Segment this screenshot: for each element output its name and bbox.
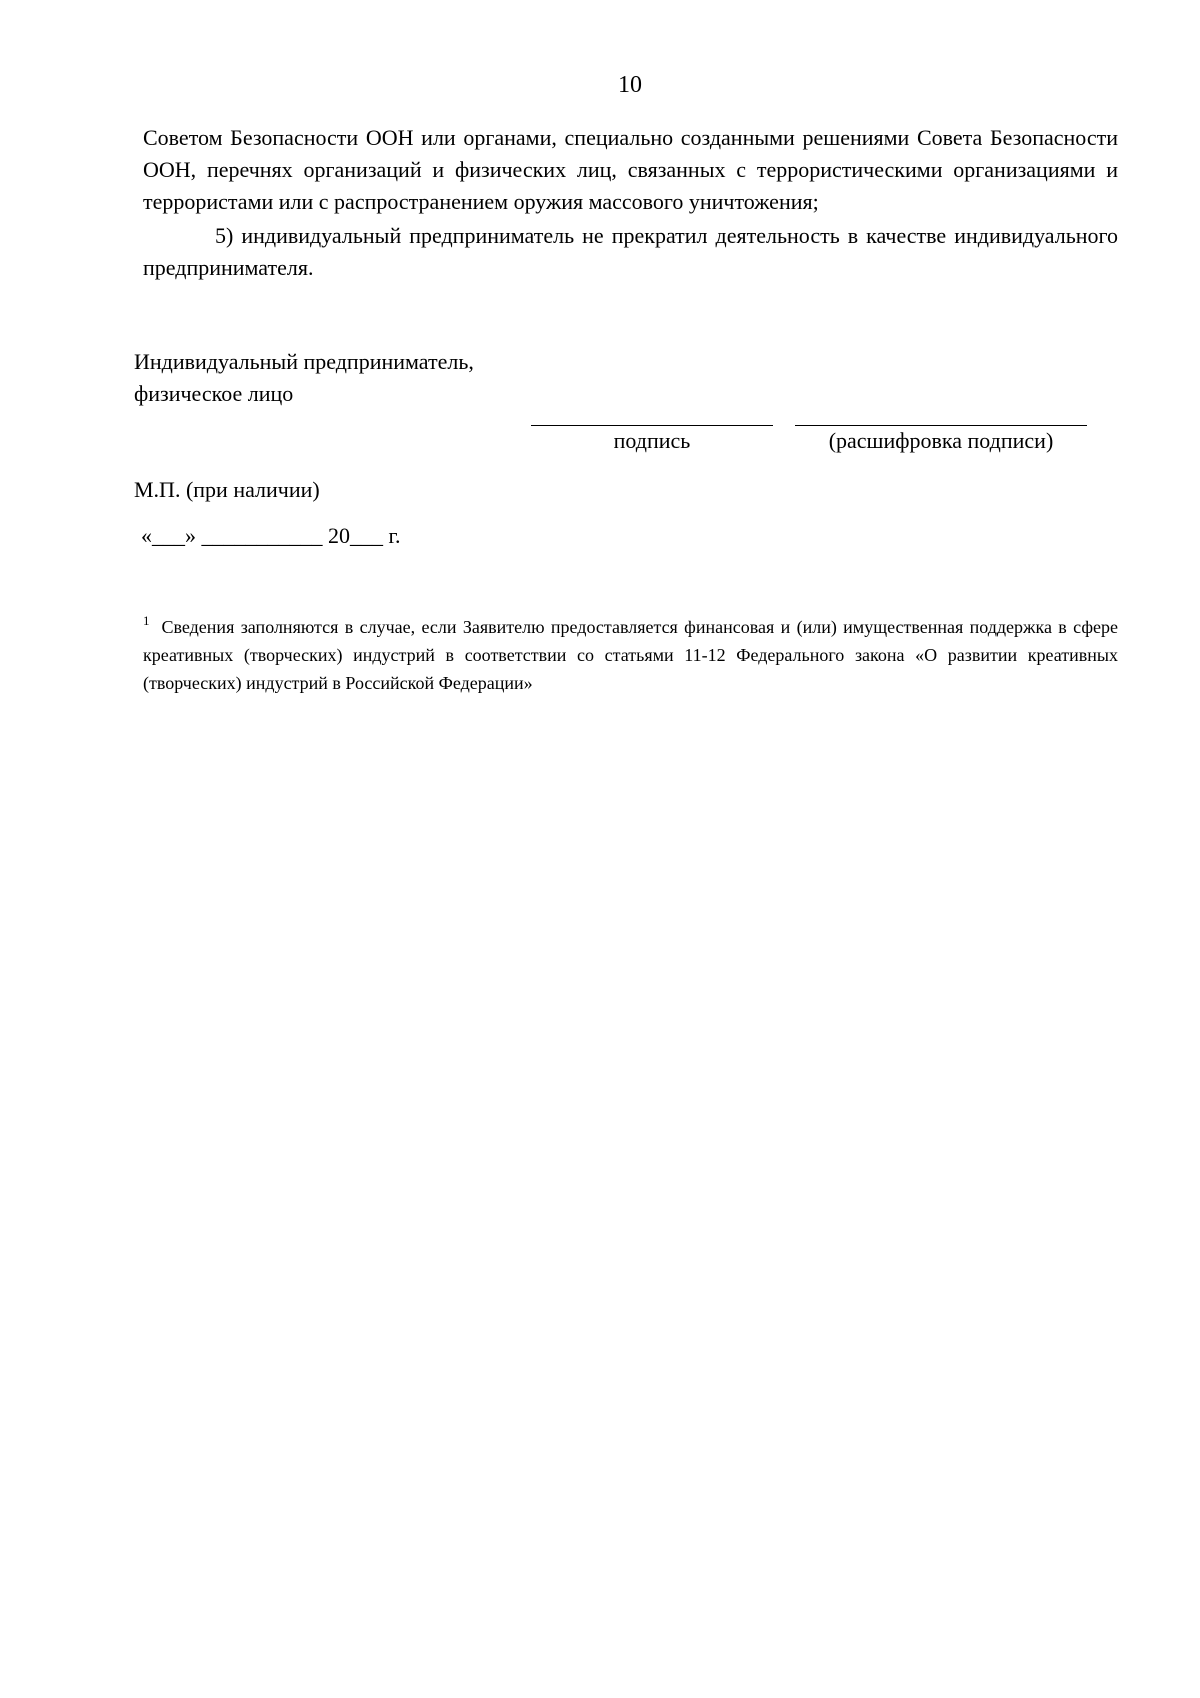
list-item-5: 5) индивидуальный предприниматель не прекратил деятельность в качестве индивидуального предпринимателя. xyxy=(143,223,1118,280)
footnote-text: Сведения заполняются в случае, если Заявителю предоставляется финансовая и (или) имущественная поддержка в сфере креативных (творческих) индустрий в соответствии со статьями 11-12 Федерального закона «О развитии креативных (творческих) индустрий в Российской Федерации» xyxy=(143,617,1118,693)
signer-title-line-1: Индивидуальный предприниматель, xyxy=(134,349,474,374)
document-body xyxy=(143,122,1118,284)
paragraph-continuation: Советом Безопасности ООН или органами, специально созданными решениями Совета Безопасности ООН, перечнях организаций и физических лиц, связанных с террористическими организациями и террористами или с распространением оружия массового уничтожения; xyxy=(143,125,1118,214)
page-number: 10 xyxy=(618,72,642,98)
date-field: «___» ___________ 20___ г. xyxy=(141,523,401,548)
footnote-marker: 1 xyxy=(143,613,150,628)
signer-title xyxy=(134,346,474,410)
stamp-placeholder: М.П. (при наличии) xyxy=(134,477,320,502)
footnote xyxy=(143,613,1118,697)
signer-title-line-2: физическое лицо xyxy=(134,381,294,406)
signature-caption: подпись xyxy=(613,428,691,453)
signature-decode-caption: (расшифровка подписи) xyxy=(828,428,1054,453)
